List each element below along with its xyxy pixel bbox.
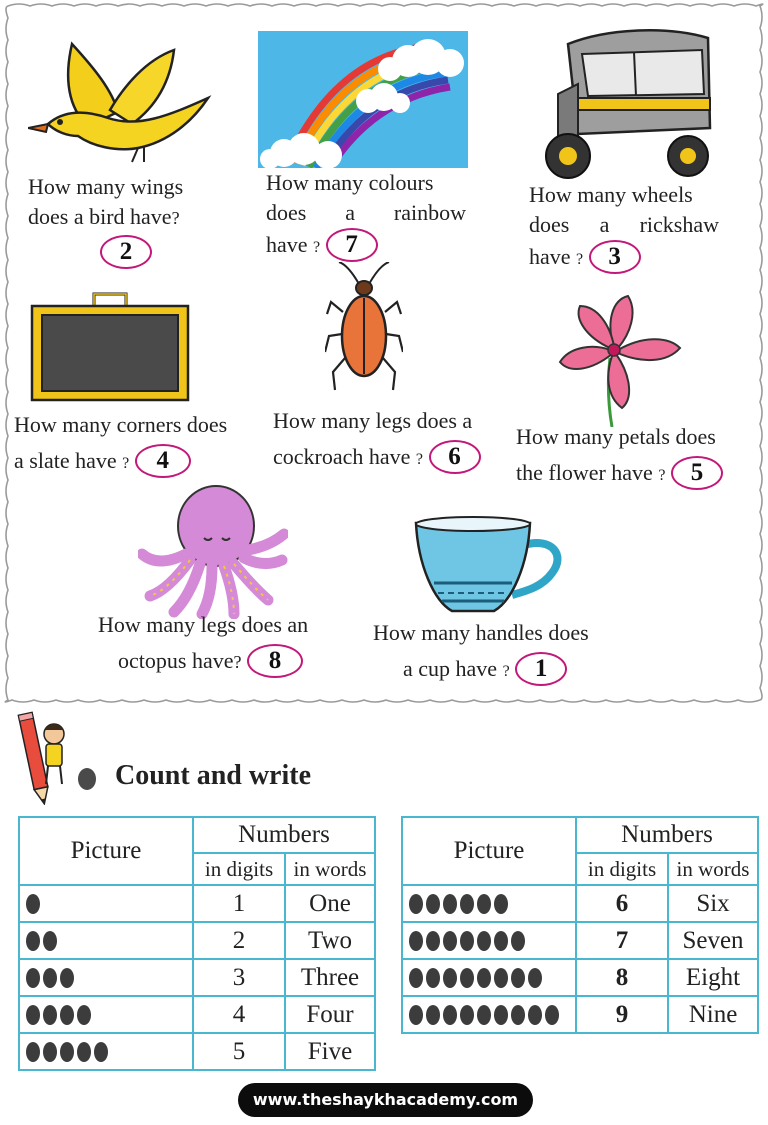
question-cockroach-line2: cockroach have (273, 444, 411, 469)
dot-icon (409, 894, 423, 914)
header-in-digits: in digits (576, 853, 668, 885)
dot-icon (60, 968, 74, 988)
table-row (402, 885, 758, 922)
digit-cell: 7 (576, 922, 668, 959)
question-rickshaw-line3: have (529, 244, 571, 269)
question-bird-line2: does a bird have (28, 204, 172, 229)
answer-circle-cup[interactable]: 1 (515, 652, 567, 686)
word-cell: Nine (668, 996, 758, 1033)
dot-icon (26, 894, 40, 914)
question-mark: ? (171, 208, 180, 228)
question-slate-line2: a slate have (14, 448, 117, 473)
dot-icon (494, 894, 508, 914)
question-mark: ? (313, 239, 321, 256)
dot-icon (77, 1005, 91, 1025)
question-rainbow-line1: How many colours (266, 170, 434, 195)
question-octopus-line1: How many legs does an (98, 612, 309, 637)
dot-icon (26, 1042, 40, 1062)
dot-icon (494, 931, 508, 951)
question-rainbow-word1: does (266, 200, 307, 225)
dot-icon (426, 968, 440, 988)
dot-icon (511, 1005, 525, 1025)
answer-circle-slate[interactable]: 4 (135, 444, 191, 478)
dot-icon (443, 968, 457, 988)
question-mark: ? (233, 652, 242, 672)
dot-icon (460, 931, 474, 951)
dot-icon (545, 1005, 559, 1025)
question-rainbow (266, 168, 466, 263)
question-rainbow-line3: have (266, 232, 308, 257)
dot-icon (409, 931, 423, 951)
question-rainbow-word3: rainbow (393, 200, 466, 225)
word-cell: Four (285, 996, 375, 1033)
digit-cell: 3 (193, 959, 285, 996)
dot-icon (477, 1005, 491, 1025)
word-cell: Two (285, 922, 375, 959)
table-row (402, 996, 758, 1033)
digit-cell: 6 (576, 885, 668, 922)
dot-icon (477, 931, 491, 951)
question-rainbow-word2: a (345, 200, 355, 225)
dot-icon (426, 1005, 440, 1025)
dot-picture-cell (19, 922, 193, 959)
dot-icon (494, 1005, 508, 1025)
dot-icon (443, 894, 457, 914)
cockroach-icon (325, 262, 403, 394)
dot-icon (43, 931, 57, 951)
word-cell: Seven (668, 922, 758, 959)
digit-cell: 8 (576, 959, 668, 996)
octopus-icon (138, 484, 288, 619)
table-row (19, 1033, 375, 1070)
header-picture: Picture (19, 817, 193, 885)
answer-circle-octopus[interactable]: 8 (247, 644, 303, 678)
question-cup-line2: a cup have (403, 656, 498, 681)
dot-icon (477, 968, 491, 988)
dot-icon (60, 1042, 74, 1062)
bird-icon (28, 38, 213, 168)
question-mark: ? (658, 467, 666, 484)
digit-cell: 5 (193, 1033, 285, 1070)
cup-icon (412, 515, 562, 615)
pencil-kid-icon (8, 700, 70, 805)
table-row (402, 959, 758, 996)
table-row (19, 996, 375, 1033)
footer-url[interactable]: www.theshaykhacademy.com (238, 1083, 533, 1117)
table-row (19, 922, 375, 959)
dot-icon (409, 1005, 423, 1025)
dot-icon (528, 1005, 542, 1025)
dot-icon (494, 968, 508, 988)
flower-icon (556, 292, 684, 427)
count-table-right (401, 816, 759, 1034)
dot-picture-cell (19, 996, 193, 1033)
question-cup (373, 618, 633, 687)
dot-icon (77, 1042, 91, 1062)
dot-icon (443, 1005, 457, 1025)
question-octopus-line2: octopus have (118, 648, 234, 673)
dot-icon (26, 968, 40, 988)
dot-icon (26, 1005, 40, 1025)
question-mark: ? (502, 663, 510, 680)
table-row (402, 922, 758, 959)
dot-icon (460, 1005, 474, 1025)
slate-icon (30, 288, 190, 402)
digit-cell: 4 (193, 996, 285, 1033)
header-picture: Picture (402, 817, 576, 885)
dot-picture-cell (19, 959, 193, 996)
header-numbers: Numbers (193, 817, 375, 853)
question-rickshaw-word2: a (599, 212, 610, 237)
word-cell: Five (285, 1033, 375, 1070)
digit-cell: 1 (193, 885, 285, 922)
dot-icon (43, 968, 57, 988)
dot-picture-cell (402, 885, 576, 922)
answer-circle-rainbow[interactable]: 7 (326, 228, 378, 262)
section-heading: Count and write (115, 760, 312, 791)
dot-picture-cell (402, 922, 576, 959)
dot-picture-cell (402, 996, 576, 1033)
dot-picture-cell (402, 959, 576, 996)
dot-icon (443, 931, 457, 951)
dot-icon (460, 968, 474, 988)
answer-circle-flower[interactable]: 5 (671, 456, 723, 490)
dot-icon (43, 1042, 57, 1062)
question-slate (14, 410, 269, 479)
question-rickshaw-word3: rickshaw (639, 212, 719, 237)
dot-icon (528, 968, 542, 988)
word-cell: Eight (668, 959, 758, 996)
dot-picture-cell (19, 1033, 193, 1070)
rainbow-icon (258, 31, 468, 168)
digit-cell: 9 (576, 996, 668, 1033)
header-in-digits: in digits (193, 853, 285, 885)
question-mark: ? (415, 451, 424, 468)
dot-icon (477, 894, 491, 914)
question-flower-line1: How many petals does (516, 424, 716, 449)
dot-icon (94, 1042, 108, 1062)
table-row (19, 959, 375, 996)
question-rickshaw-line1: How many wheels (529, 182, 693, 207)
dot-icon (460, 894, 474, 914)
heading-bullet (78, 768, 96, 790)
question-cup-line1: How many handles does (373, 620, 589, 645)
dot-icon (409, 968, 423, 988)
rickshaw-icon (538, 24, 720, 184)
question-cockroach (273, 406, 518, 475)
table-row (19, 885, 375, 922)
word-cell: Three (285, 959, 375, 996)
dot-icon (43, 1005, 57, 1025)
digit-cell: 2 (193, 922, 285, 959)
dot-icon (26, 931, 40, 951)
question-mark: ? (122, 455, 130, 472)
question-cockroach-line1: How many legs does a (273, 408, 473, 433)
answer-circle-rickshaw[interactable]: 3 (589, 240, 641, 274)
dot-icon (60, 1005, 74, 1025)
count-table-left (18, 816, 376, 1071)
header-in-words: in words (285, 853, 375, 885)
answer-circle-bird[interactable]: 2 (100, 235, 152, 269)
question-mark: ? (576, 251, 584, 268)
question-rickshaw (529, 180, 719, 275)
dot-icon (511, 968, 525, 988)
word-cell: One (285, 885, 375, 922)
question-octopus (98, 610, 353, 678)
question-slate-line1: How many corners does (14, 412, 228, 437)
word-cell: Six (668, 885, 758, 922)
dot-picture-cell (19, 885, 193, 922)
question-bird-line1: How many wings (28, 174, 184, 199)
question-flower-line2: the flower have (516, 460, 653, 485)
question-rickshaw-word1: does (529, 212, 570, 237)
header-numbers: Numbers (576, 817, 758, 853)
question-bird (28, 172, 228, 269)
answer-circle-cockroach[interactable]: 6 (429, 440, 481, 474)
dot-icon (511, 931, 525, 951)
dot-icon (426, 894, 440, 914)
question-flower (516, 422, 756, 491)
header-in-words: in words (668, 853, 758, 885)
dot-icon (426, 931, 440, 951)
